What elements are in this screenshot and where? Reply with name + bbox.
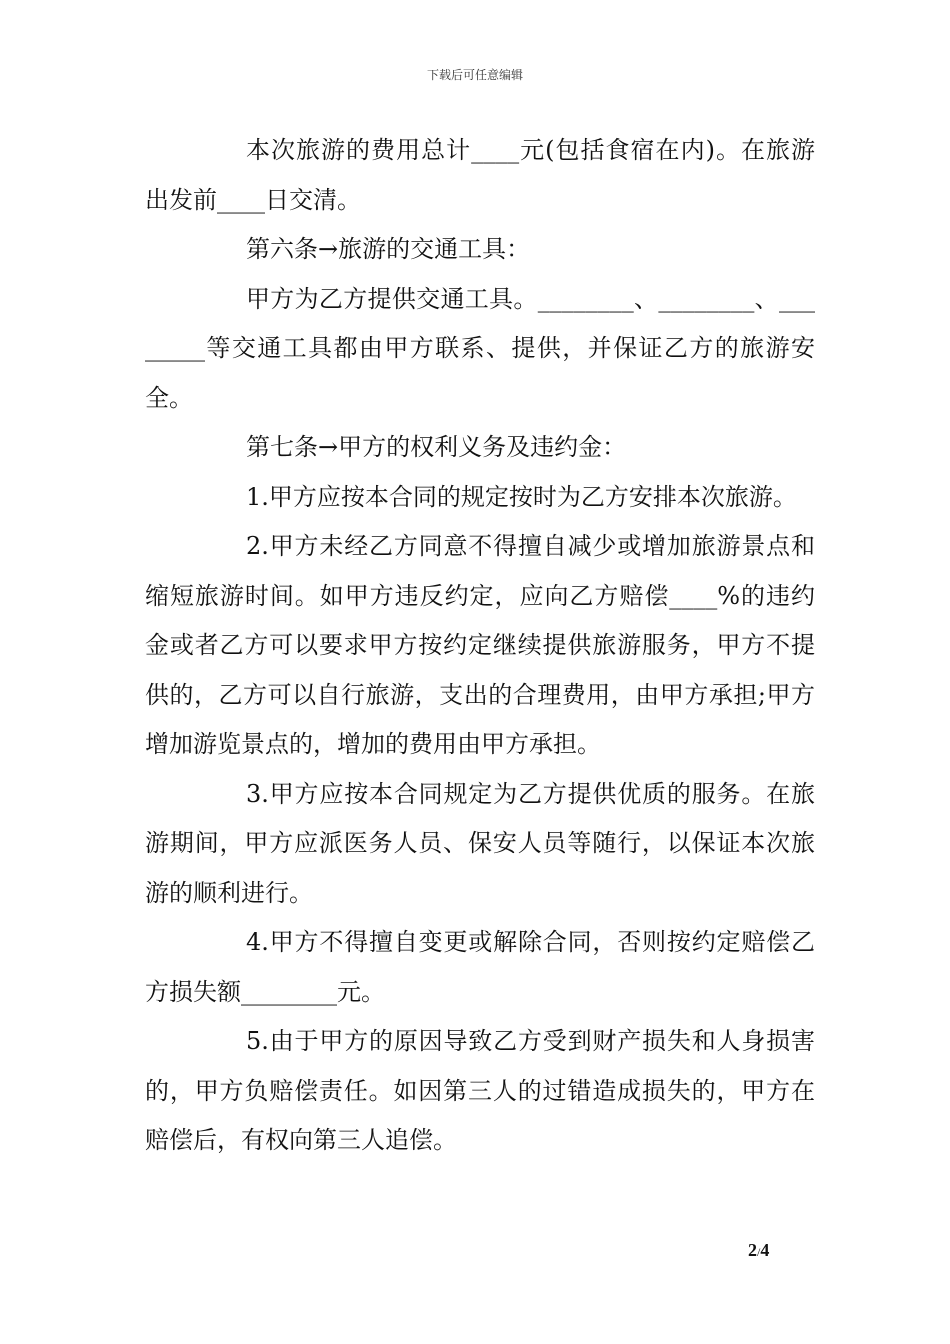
document-body <box>145 126 815 1166</box>
paragraph-clause-1: 1.甲方应按本合同的规定按时为乙方安排本次旅游。 <box>246 482 797 511</box>
paragraph-article-7-heading: 第七条→甲方的权利义务及违约金： <box>246 433 627 461</box>
paragraph-fee-total: 本次旅游的费用总计____元(包括食宿在内)。在旅游出发前____日交清。 <box>145 136 815 214</box>
page-header: 下载后可任意编辑 <box>426 68 523 82</box>
paragraph-clause-3: 3.甲方应按本合同规定为乙方提供优质的服务。在旅游期间，甲方应派医务人员、保安人员等随行，以保证本次旅游的顺利进行。 <box>145 779 815 907</box>
page-number-total: 4 <box>760 1240 770 1260</box>
paragraph-transport: 甲方为乙方提供交通工具。________、________、________等交通工具都由甲方联系、提供，并保证乙方的旅游安全。 <box>145 284 815 412</box>
paragraph-clause-5: 5.由于甲方的原因导致乙方受到财产损失和人身损害的，甲方负赔偿责任。如因第三人的过错造成损失的，甲方在赔偿后，有权向第三人追偿。 <box>145 1027 815 1154</box>
page-number-current: 2 <box>748 1240 757 1260</box>
page-number <box>748 1240 769 1261</box>
page-number-separator: / <box>757 1245 761 1259</box>
paragraph-article-6-heading: 第六条→旅游的交通工具： <box>246 235 531 263</box>
paragraph-clause-2: 2.甲方未经乙方同意不得擅自减少或增加旅游景点和缩短旅游时间。如甲方违反约定，应向乙方赔偿____%的违约金或者乙方可以要求甲方按约定继续提供旅游服务，甲方不提供的，乙方可以自行旅游，支出的合理费用，由甲方承担;甲方增加游览景点的，增加的费用由甲方承担。 <box>145 532 815 758</box>
paragraph-clause-4: 4.甲方不得擅自变更或解除合同，否则按约定赔偿乙方损失额________元。 <box>145 928 815 1006</box>
